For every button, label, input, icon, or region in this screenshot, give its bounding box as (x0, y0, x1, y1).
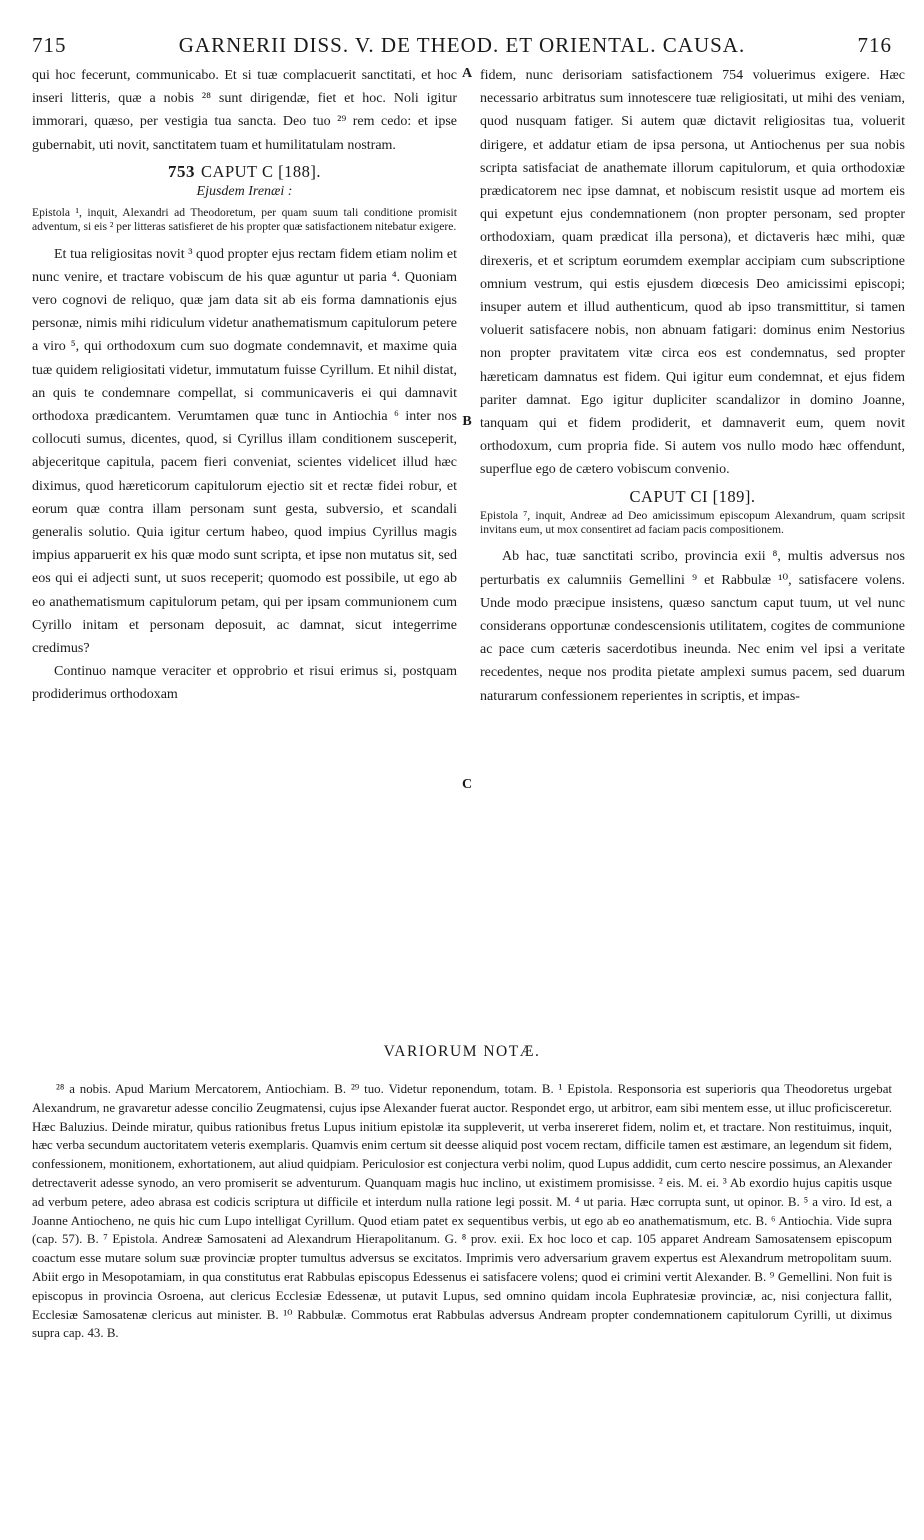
left-paragraph-1: qui hoc fecerunt, communicabo. Et si tuæ complacuerit sanctitati, et hoc inseri litteris, quæ a nobis ²⁸ sunt dirigendæ, fiet et hoc. Noli igitur immorari, quæso, per vestigia tua sancta. Deo tuo ²⁹ rem cedo: et ipse gubernabit, uti novit, sanctitatem tuam et humilitatulam nostram. (32, 68, 457, 153)
page-number-right: 716 (857, 33, 892, 57)
margin-letter-b: B (462, 414, 472, 429)
margin-letter-c: C (461, 777, 473, 792)
chapter-marker: 753 (168, 161, 196, 181)
chapter-argument-ci: Epistola ⁷, inquit, Andreæ ad Deo amicissimum episcopum Alexandrum, quam scripsit invitans eum, ut mox consentiret ad faciam pacis compositionem. (480, 508, 905, 537)
chapter-heading-c (32, 162, 457, 182)
right-column (480, 64, 905, 708)
notes-heading: VARIORUM NOTÆ. (383, 1043, 541, 1060)
chapter-title: CAPUT C [188]. (201, 161, 321, 181)
chapter-argument: Epistola ¹, inquit, Alexandri ad Theodoretum, per quam suum tali conditione promisit adventum, si eis ² per litteras satisfieret de his propter quæ satisfactionem nitebatur exigere. (32, 205, 457, 234)
chapter-heading-ci: CAPUT CI [189]. (629, 486, 756, 506)
left-paragraph-3: Continuo namque veraciter et opprobrio et risui erimus si, postquam prodiderimus orthodoxam (32, 664, 457, 703)
page-number-left: 715 (32, 33, 67, 57)
left-paragraph-2: Et tua religiositas novit ³ quod propter ejus rectam fidem etiam nolim et nunc venire, et tractare vobiscum de his quæ aguntur ut paria ⁴. Quoniam vero cognovi de reliquo, quæ jam data sit ab eis forma damnationis ejus personæ, nimis mihi ridiculum videtur anathematismum capitulorum petere a viro ⁵, qui orthodoxum cum suo dogmate condemnavit, et maxime quia tuæ quidem religiositati videtur, immutatum fuisse Cyrillum. Et nihil distat, an quis te condemnare compellat, si communicaveris ei qui damnavit orthodoxa prædicantem. Verumtamen quæ tunc in Antiochia ⁶ inter nos collocuti sumus, dicentes, quod, si Cyrillus illam conditionem susceperit, abjeceritque capitula, pacem fieri conveniat, scientes videlicet illud hæc diximus, quod hæreticorum capitulorum ejectio sit et rectæ fidei robur, et eorum quæ contra illam personam sunt gesta, subversio, et scandali generalis solutio. Quia igitur certum habeo, quod impius Cyrillus magis impius apparuerit ex his quæ modo sunt scripta, et ipse non mutatus sit, sed eos qui ei adjecti sunt, ut suos receperit; quomodo est possibile, ut ego ab eo anathematismum capitulorum petam, qui per ipsam communionem cum Cyrillo initam et personam deposuit, ac damnat, sicut integerrime credimus? (32, 246, 457, 657)
right-paragraph-1: fidem, nunc derisoriam satisfactionem 754 voluerimus exigere. Hæc necessario arbitratus sum innotescere tuæ religiositati, ut mihi des veniam, quod nusquam fatiger. Si autem quæ dictavit religiositas tua, voluerit dirigere, et addatur etiam de ipsa persona, ut Antiochenus per sua nobis scripta satisfaciat de anathemate illorum capitulorum, et quia orthodoxiæ prædicatorem nec ipse damnat, et nobiscum resistit usque ad mortem eis qui expetunt ejus condemnationem (non propter personam, sed propter orthodoxiam, quam prædicat illa persona), et dictaveris hæc mihi, quæ direxeris, et et scriptum eorumdem exemplar accipiam cum subscriptione omnium vestrum, qui estis ejusdem diœcesis Deo amicissimi episcopi; insuper autem et illud authenticum, quod ab ipso transmittitur, si tamen voluerit satisfacere nobis, non abnuam fatigari: dominus enim Nestorius non propter pravitatem vitæ circa eos est condemnatus, sed propter hæreticam damnatus est fidem. Qui igitur eum condemnat, et ejus fidem pariter damnat. Ego igitur dupliciter scandalizor in domino Joanne, tanquam qui et fidem prodiderit, et damnaverit eum, quem novit orthodoxum, cum propria fide. Si autem vos nullo modo hæc offendunt, superflue ego de cætero vobiscum convenio. (480, 68, 905, 478)
notes-text: ²⁸ a nobis. Apud Marium Mercatorem, Antiochiam. B. ²⁹ tuo. Videtur reponendum, totam. B. ¹ Epistola. Responsoria est superioris qua Theodoretus urgebat Alexandrum, ne gravaretur adesse concilio Zeugmatensi, cujus ipse Alexander fuerat auctor. Respondet ergo, ut arbitror, eam sibi mentem esse, ut illuc proficisceretur. Hæc Baluzius. Deinde miratur, quibus rationibus fretus Lupus initium epistolæ ita suppleverit, ut verba insereret fidem, nolim et, et tractare. Non restituimus, inquit, hæc verba secundum auctoritatem veteris exemplaris. Quamvis enim certum sit deesse aliquid post vocem rectam, difficile tamen est æstimare, an legendum sit fidem, confessionem, monitionem, exhortationem, aut aliud quidpiam. Periculosior est conjectura verbi nolim, quod Lupus addidit, cum certo nescire possimus, an Alexander detrectaverit adesse synodo, an vero promiserit se adventurum. Quanquam magis huc inclino, ut existimem promisisse. ² eis. M. ei. ³ Ab exordio hujus capitis usque ad verbum petere, adeo abrasa est codicis scriptura ut difficile et interdum nulla ratione legi possit. M. ⁴ ut paria. Hæc corrupta sunt, ut opinor. B. ⁵ a viro. Id est, a Joanne Antiocheno, ne quis hic cum Lupo intelligat Cyrillum. Quod etiam patet ex sequentibus verbis, ut ego ab eo anathematismum, etc. B. ⁶ Antiochia. Vide supra (cap. 57). B. ⁷ Epistola. Andreæ Samosateni ad Alexandrum Hierapolitanum. G. ⁸ prov. exii. Ex hoc loco et cap. 105 apparet Andream Samosatensem episcopum coactum esse mutare solum suæ provinciæ propter tumultus adversus se excitatos. Imprimis vero adversarium gravem expertus est Alexandrum metropolitam suum. Abiit ergo in Mesopotamiam, in qua constitutus erat Rabbulas episcopus Edessenus ei satisfacere volens; quod ei crimini vertit Alexander. B. ⁹ Gemellini. Non fuit is episcopus in provincia Osroena, aut clericus Ecclesiæ Edessenæ, ut putavit Lupus, sed omnino quidam incola Euphratesiæ provinciæ, ac, nisi conjectura fallit, Ecclesiæ Samosatenæ clericus aut minister. B. ¹⁰ Rabbulæ. Commotus erat Rabbulas adversus Andream propter condemnationem capitulorum Cyrilli, ut diximus supra cap. 43. B. (32, 1082, 892, 1341)
running-title: GARNERII DISS. V. DE THEOD. ET ORIENTAL. CAUSA. (178, 33, 746, 57)
margin-letter-a: A (461, 66, 473, 81)
right-paragraph-2: Ab hac, tuæ sanctitati scribo, provincia exii ⁸, multis adversus nos perturbatis ex calumniis Gemellini ⁹ et Rabbulæ ¹⁰, satisfacere volens. Unde modo præcipue insistens, quæso sanctum caput tuum, ut vel nunc considerans opportunæ condescensionis utilitatem, cogites de communione ac pace cum cæteris sacerdotibus ineunda. Nec enim vel ipsi a veritate recedentes, neque nos prodita pietate amplexi sumus pacem, sed duarum naturarum confessionem reperientes in scriptis, et impas- (480, 549, 905, 704)
notes-block (32, 1080, 892, 1343)
chapter-subtitle: Ejusdem Irenæi : (196, 183, 293, 199)
left-column (32, 64, 457, 707)
page-header (32, 33, 892, 63)
